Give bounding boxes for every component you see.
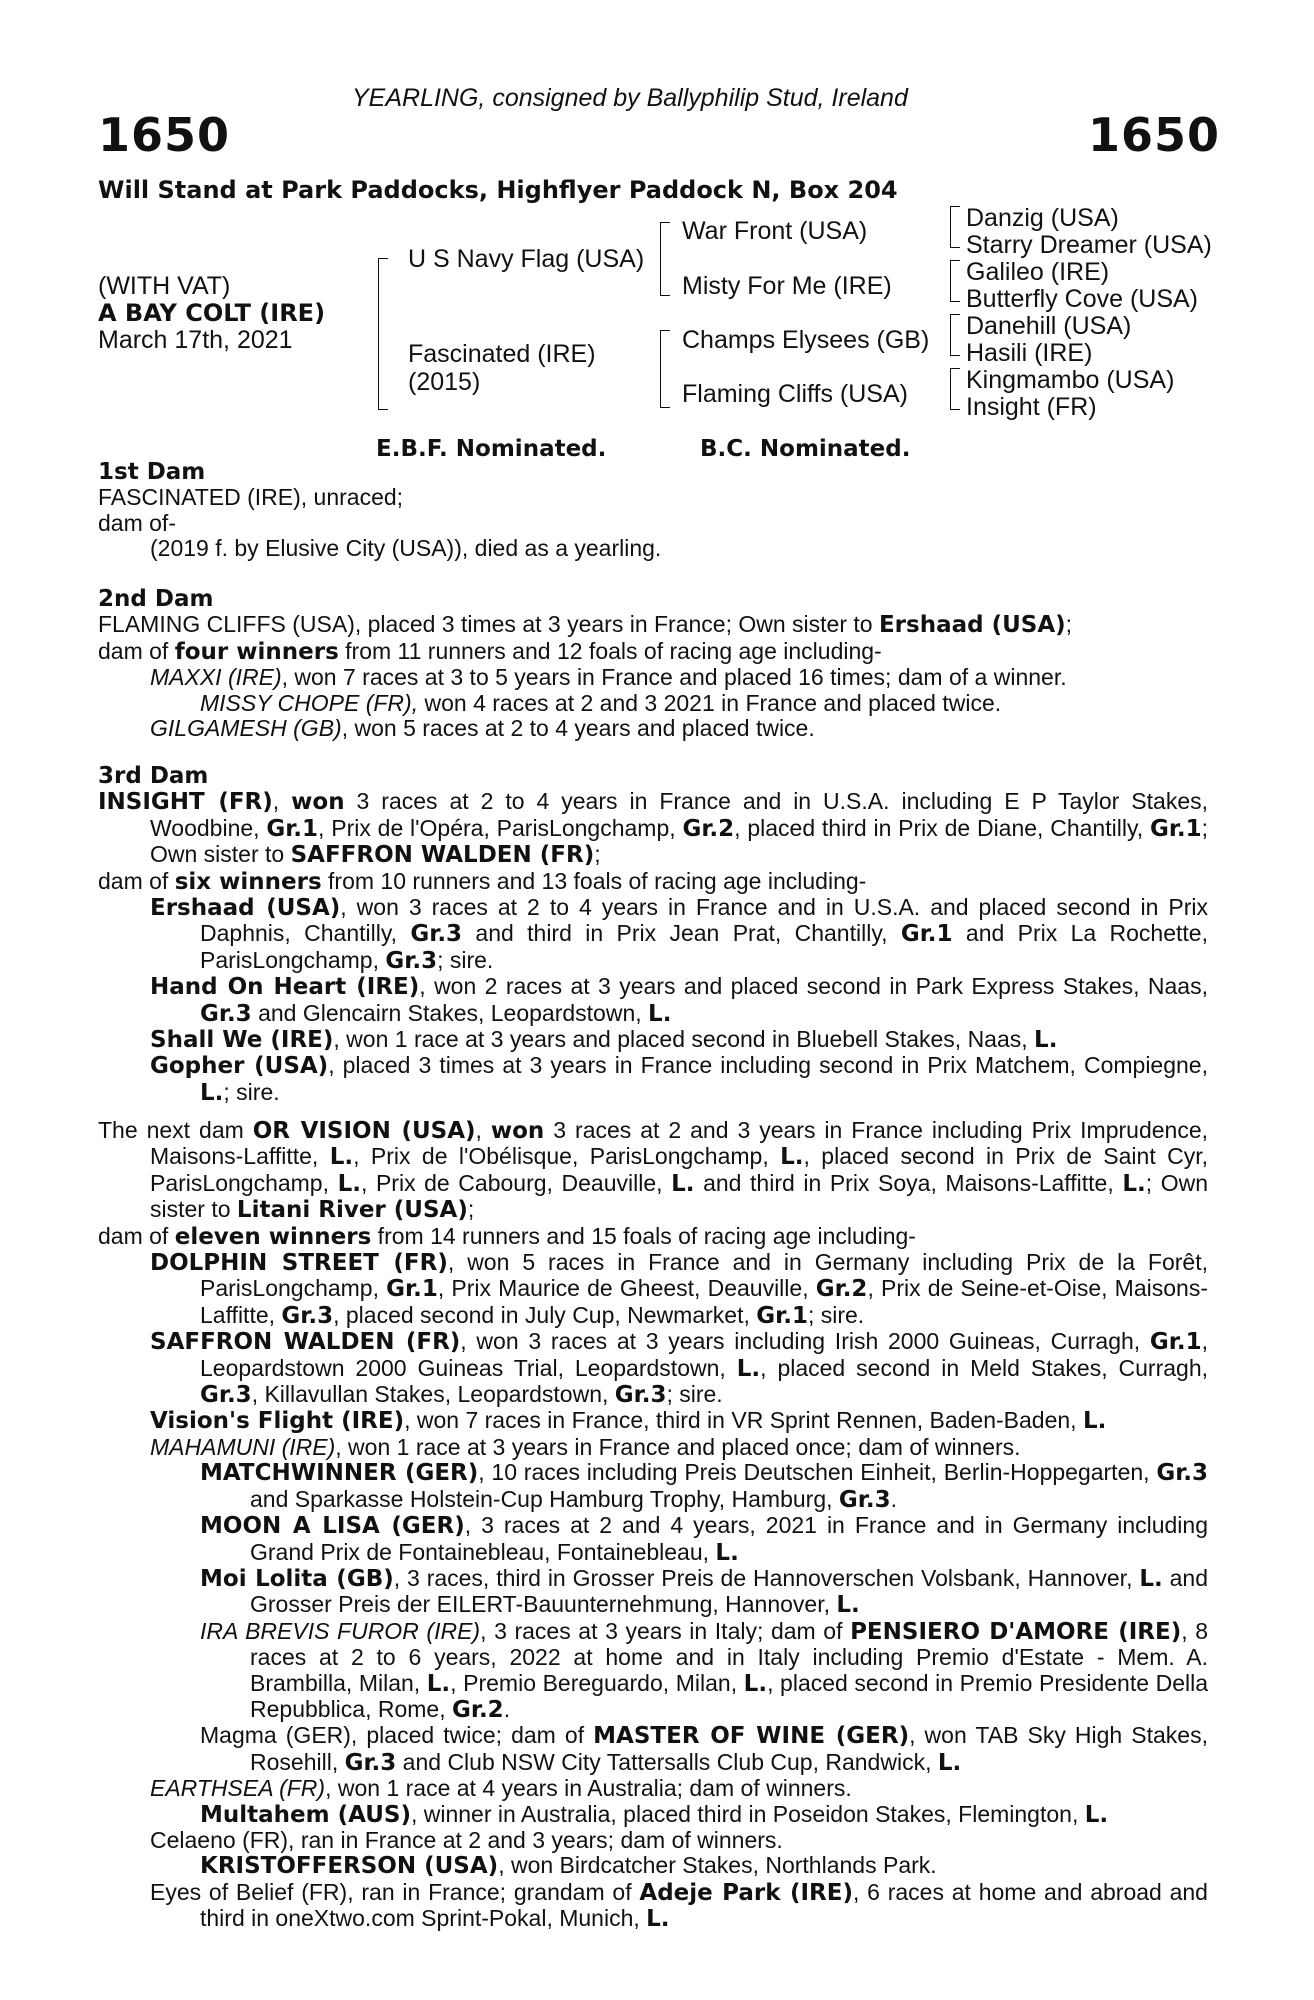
bold-text: Gr.3 [344,1749,397,1776]
bold-text: Gr.3 [200,1382,252,1409]
text-run: ; [1065,611,1073,638]
third-dam-produce-gopher [98,1053,1208,1106]
produce-visions-flight [98,1408,1208,1434]
bold-text: Gr.1 [1149,815,1202,842]
bold-text: Gopher (USA) [150,1053,329,1080]
produce-magma [98,1723,1208,1776]
bold-text: Ershaad (USA) [150,895,341,922]
text-run: ; Own sister to [150,1169,1208,1223]
dam-sire: Champs Elysees (GB) [682,326,930,354]
text-run: , 3 races at 3 years in Italy; dam of [480,1617,851,1644]
second-dam-produce-2 [98,691,1208,716]
bold-text: Gr.3 [614,1382,667,1409]
second-dam-record [98,639,1208,665]
text-run: , won 1 race at 3 years in France and placed once; dam of winners. [335,1433,1021,1460]
bold-text: Gr.1 [386,1276,438,1303]
bold-text: Gr.3 [838,1486,891,1513]
bold-text: L. [329,1144,354,1171]
text-run: , Prix de Seine-et-Oise, Maisons-Laffitte, [200,1275,1208,1328]
bold-text: L. [836,1592,860,1619]
text-run: , won 7 races in France, third in VR Sprint Rennen, Baden-Baden, [404,1407,1083,1434]
ebf-nomination: E.B.F. Nominated. [376,436,607,462]
first-dam-line: FASCINATED (IRE), unraced; [98,484,404,511]
produce-matchwinner [98,1460,1208,1513]
text-run: ; sire. [223,1078,280,1105]
sire-dam: Misty For Me (IRE) [682,272,892,300]
third-dam-record [98,869,1208,895]
dam-year: (2015) [408,368,481,396]
text-run: , placed second in Prix de Saint Cyr, ParisLongchamp, [150,1143,1208,1196]
text-run: , [272,788,292,815]
text-run: , Prix de Cabourg, Deauville, [360,1169,672,1196]
text-run: , winner in Australia, placed third in Poseidon Stakes, Flemington, [410,1800,1085,1827]
bold-text: L. [426,1670,451,1697]
text-run: FLAMING CLIFFS (USA), placed 3 times at 3 years in France; Own sister to [98,611,879,638]
text-run: , won 1 race at 3 years and placed second in Bluebell Stakes, Naas, [333,1026,1035,1053]
text-run: , Leopardstown 2000 Guineas Trial, Leopardstown, [200,1328,1208,1381]
italic-name: MAHAMUNI (IRE) [150,1433,336,1460]
text-run: and Sparkasse Holstein-Cup Hamburg Trophy, Hamburg, [250,1485,839,1512]
next-dam-intro [98,1118,1208,1224]
text-run: Celaeno (FR), ran in France at 2 and 3 years; dam of winners. [150,1826,783,1853]
text-run: , placed second in Meld Stakes, Curragh, [760,1354,1208,1381]
bold-text: Gr.3 [385,947,438,974]
text-run: and third in Prix Soya, Maisons-Laffitte, [694,1169,1123,1196]
bold-text: KRISTOFFERSON (USA) [200,1853,499,1880]
sire-name: U S Navy Flag (USA) [408,245,645,273]
bold-text: L. [671,1170,695,1197]
bold-text: MATCHWINNER (GER) [200,1460,479,1487]
text-run: 3 races at 2 to 4 years in France and in U.S.A. including E P Taylor Stakes, Woodbine, [150,788,1209,841]
text-run: The next dam [98,1117,253,1143]
text-run: , placed 3 times at 3 years in France including second in Prix Matchem, Compiegne, [328,1052,1208,1079]
bold-text: Gr.1 [266,815,319,842]
bold-text: MASTER OF WINE (GER) [593,1723,910,1750]
bold-text: four winners [174,638,339,665]
bold-text: Moi Lolita (GB) [200,1565,394,1592]
pedigree-bracket-dam [660,330,670,408]
produce-mahamuni [98,1435,1208,1460]
bold-text: Adeje Park (IRE) [639,1879,853,1906]
produce-moon-a-lisa [98,1513,1208,1566]
horse-name: A BAY COLT (IRE) [98,299,326,327]
bold-text: Shall We (IRE) [150,1027,334,1054]
produce-multahem [98,1802,1208,1828]
bold-text: Gr.1 [900,921,953,948]
produce-dolphin-street [98,1250,1208,1329]
bold-text: Hand On Heart (IRE) [150,974,420,1001]
second-dam-intro [98,612,1208,638]
text-run: , Prix Maurice de Gheest, Deauville, [437,1275,816,1302]
text-run: ; sire. [807,1301,865,1328]
pedigree-bracket-ss [950,206,960,248]
text-run: and Prix La Rochette, ParisLongchamp, [200,920,1208,973]
pedigree-bracket-main [378,258,388,410]
pedigree-bracket-sire [660,222,670,296]
stand-location: Will Stand at Park Paddocks, Highflyer Paddock N, Box 204 [98,176,898,204]
text-run: and Club NSW City Tattersalls Club Cup, Randwick, [396,1748,938,1775]
bold-text: Gr.3 [200,1000,252,1027]
bold-text: L. [648,1000,672,1027]
text-run: from 11 runners and 12 foals of racing age including- [338,637,882,664]
bold-text: L. [1034,1027,1058,1054]
text-run: from 14 runners and 15 foals of racing age including- [371,1222,916,1249]
text-run: , placed third in Prix de Diane, Chantilly, [734,814,1150,841]
sd-dam: Butterfly Cove (USA) [966,285,1199,313]
ss-dam: Starry Dreamer (USA) [966,231,1212,259]
bold-text: PENSIERO D'AMORE (IRE) [850,1618,1182,1645]
next-dam-record [98,1224,1208,1250]
first-dam-section [98,460,1208,562]
third-dam-section [98,764,1208,1106]
text-run: ; sire. [437,946,494,973]
second-dam-section [98,587,1208,741]
ds-dam: Hasili (IRE) [966,339,1093,367]
bold-text: Gr.1 [756,1302,808,1329]
first-dam-heading: 1st Dam [98,459,206,485]
bold-text: Ershaad (USA) [878,612,1066,639]
bold-text: six winners [174,868,322,895]
text-run: and third in Prix Jean Prat, Chantilly, [462,920,901,947]
text-run: , won Birdcatcher Stakes, Northlands Park. [498,1852,937,1879]
text-run: , won 5 races in France and in Germany including Prix de la Forêt, ParisLongchamp, [200,1249,1208,1302]
text-run: , 3 races at 2 and 4 years, 2021 in France and in Germany including Grand Prix de Fontainebleau, Fontainebleau, [250,1512,1208,1565]
text-run: , 3 races, third in Grosser Preis de Hannoverschen Volsbank, Hannover, [393,1564,1140,1591]
text-run: and Grosser Preis der EILERT-Bauunternehmung, Hannover, [250,1564,1209,1618]
sd-sire: Galileo (IRE) [966,258,1110,286]
dam-name: Fascinated (IRE) [408,340,596,368]
third-dam-produce-hand-on-heart [98,974,1208,1027]
bold-text: Gr.3 [410,921,463,948]
text-run: ; [594,841,601,868]
bold-text: L. [1122,1170,1146,1197]
bold-text: OR VISION (USA) [252,1118,476,1144]
text-run: Eyes of Belief (FR), ran in France; grandam of [150,1878,640,1905]
text-run: , Prix de l'Obélisque, ParisLongchamp, [353,1143,781,1170]
text-run: , 8 races at 2 to 6 years, 2022 at home and in Italy including Premio d'Estate - Mem. A. Brambilla, Milan, [250,1617,1208,1696]
dd-sire: Kingmambo (USA) [966,366,1175,394]
text-run: , won 2 races at 3 years and placed second in Park Express Stakes, Naas, [419,973,1208,1000]
sire-sire: War Front (USA) [682,217,868,245]
bold-text: DOLPHIN STREET (FR) [150,1250,448,1277]
produce-celaeno [98,1828,1208,1853]
second-dam-produce-1 [98,665,1208,690]
text-run: , Premio Bereguardo, Milan, [450,1669,744,1696]
text-run: from 10 runners and 13 foals of racing age including- [321,867,867,894]
text-run: . [890,1485,897,1512]
bold-text: Multahem (AUS) [200,1801,411,1828]
bold-text: L. [715,1539,739,1566]
ds-sire: Danehill (USA) [966,312,1132,340]
third-dam-intro [98,789,1208,868]
text-run: , placed second in Premio Presidente Della Repubblica, Rome, [250,1669,1208,1722]
bc-nomination: B.C. Nominated. [700,436,911,462]
second-dam-produce-3 [98,716,1208,741]
bold-text: Litani River (USA) [236,1197,468,1224]
text-run: , [475,1117,491,1143]
first-dam-produce: (2019 f. by Elusive City (USA)), died as a yearling. [150,535,662,562]
text-run: , won 3 races at 3 years including Irish 2000 Guineas, Curragh, [460,1328,1150,1355]
second-dam-heading: 2nd Dam [98,586,214,612]
italic-name: GILGAMESH (GB) [150,715,342,742]
bold-text: SAFFRON WALDEN (FR) [290,842,595,869]
bold-text: L. [1084,1801,1109,1828]
lot-number-right: 1650 [1088,108,1221,162]
bold-text: L. [743,1670,768,1697]
bold-text: Vision's Flight (IRE) [150,1408,405,1435]
first-dam-damof: dam of- [98,509,176,536]
bold-text: eleven winners [174,1223,372,1250]
text-run: ; Own sister to [150,814,1209,868]
italic-name: EARTHSEA (FR) [150,1775,326,1802]
pedigree-bracket-dd [950,368,960,410]
vat-note: (WITH VAT) [98,272,231,300]
third-dam-heading: 3rd Dam [98,763,209,789]
bold-text: MOON A LISA (GER) [200,1513,465,1540]
next-dam-section [98,1118,1208,1933]
text-run: , won 7 races at 3 to 5 years in France and placed 16 times; dam of a winner. [281,664,1067,691]
bold-text: Gr.2 [682,815,735,842]
produce-earthsea [98,1776,1208,1801]
produce-kristofferson [98,1853,1208,1879]
bold-text: L. [200,1079,224,1106]
third-dam-produce-shall-we [98,1027,1208,1053]
bold-text: L. [1082,1408,1107,1435]
bold-text: Gr.2 [452,1696,504,1723]
consignment-line: YEARLING, consigned by Ballyphilip Stud, Ireland [352,84,908,112]
lot-number-left: 1650 [98,108,231,162]
pedigree-bracket-sd [950,260,960,302]
text-run: dam of [98,867,175,894]
bold-text: L. [646,1906,670,1933]
text-run: ; [467,1196,475,1223]
third-dam-produce-ershaad [98,895,1208,974]
text-run: , Killavullan Stakes, Leopardstown, [251,1381,615,1408]
text-run: , won 1 race at 4 years in Australia; dam of winners. [325,1775,852,1802]
foaling-date: March 17th, 2021 [98,326,293,354]
text-run: dam of [98,1222,175,1249]
bold-text: INSIGHT (FR) [98,789,273,816]
produce-moi-lolita [98,1566,1208,1619]
italic-name: IRA BREVIS FUROR (IRE) [200,1617,481,1644]
produce-ira-brevis-furor [98,1619,1208,1724]
text-run: won 4 races at 2 and 3 2021 in France and placed twice. [418,689,1002,716]
text-run: , Prix de l'Opéra, ParisLongchamp, [318,814,683,841]
text-run: , 10 races including Preis Deutschen Einheit, Berlin-Hoppegarten, [478,1459,1157,1486]
text-run: , won 5 races at 2 to 4 years and placed twice. [341,715,815,742]
bold-text: won [490,1118,545,1144]
italic-name: MAXXI (IRE) [150,664,282,691]
bold-text: L. [937,1749,962,1776]
text-run: . [503,1695,511,1722]
text-run: ; sire. [666,1381,723,1408]
italic-name: MISSY CHOPE (FR), [200,689,419,716]
text-run: , placed second in July Cup, Newmarket, [333,1301,757,1328]
bold-text: Gr.2 [815,1276,868,1303]
bold-text: L. [736,1355,761,1382]
bold-text: L. [1139,1565,1163,1592]
bold-text: Gr.3 [281,1302,334,1329]
dd-dam: Insight (FR) [966,393,1097,421]
pedigree-bracket-ds [950,314,960,356]
bold-text: L. [337,1170,361,1197]
produce-saffron-walden [98,1329,1208,1408]
bold-text: Gr.1 [1149,1329,1202,1356]
text-run: 3 races at 2 and 3 years in France including Prix Imprudence, Maisons-Laffitte, [150,1117,1209,1170]
text-run: dam of [98,637,175,664]
bold-text: Gr.3 [1156,1460,1208,1487]
text-run: , won 3 races at 2 to 4 years in France and in U.S.A. and placed second in Prix Daphnis, Chantilly, [200,894,1208,947]
bold-text: won [291,789,345,816]
text-run: and Glencairn Stakes, Leopardstown, [251,999,649,1026]
produce-eyes-of-belief [98,1880,1208,1933]
ss-sire: Danzig (USA) [966,204,1119,232]
text-run: , won TAB Sky High Stakes, Rosehill, [250,1722,1208,1775]
dam-dam: Flaming Cliffs (USA) [682,380,908,408]
bold-text: L. [780,1144,804,1171]
text-run: , 6 races at home and abroad and third in oneXtwo.com Sprint-Pokal, Munich, [200,1878,1208,1932]
bold-text: SAFFRON WALDEN (FR) [150,1329,461,1356]
text-run: Magma (GER), placed twice; dam of [200,1722,594,1749]
